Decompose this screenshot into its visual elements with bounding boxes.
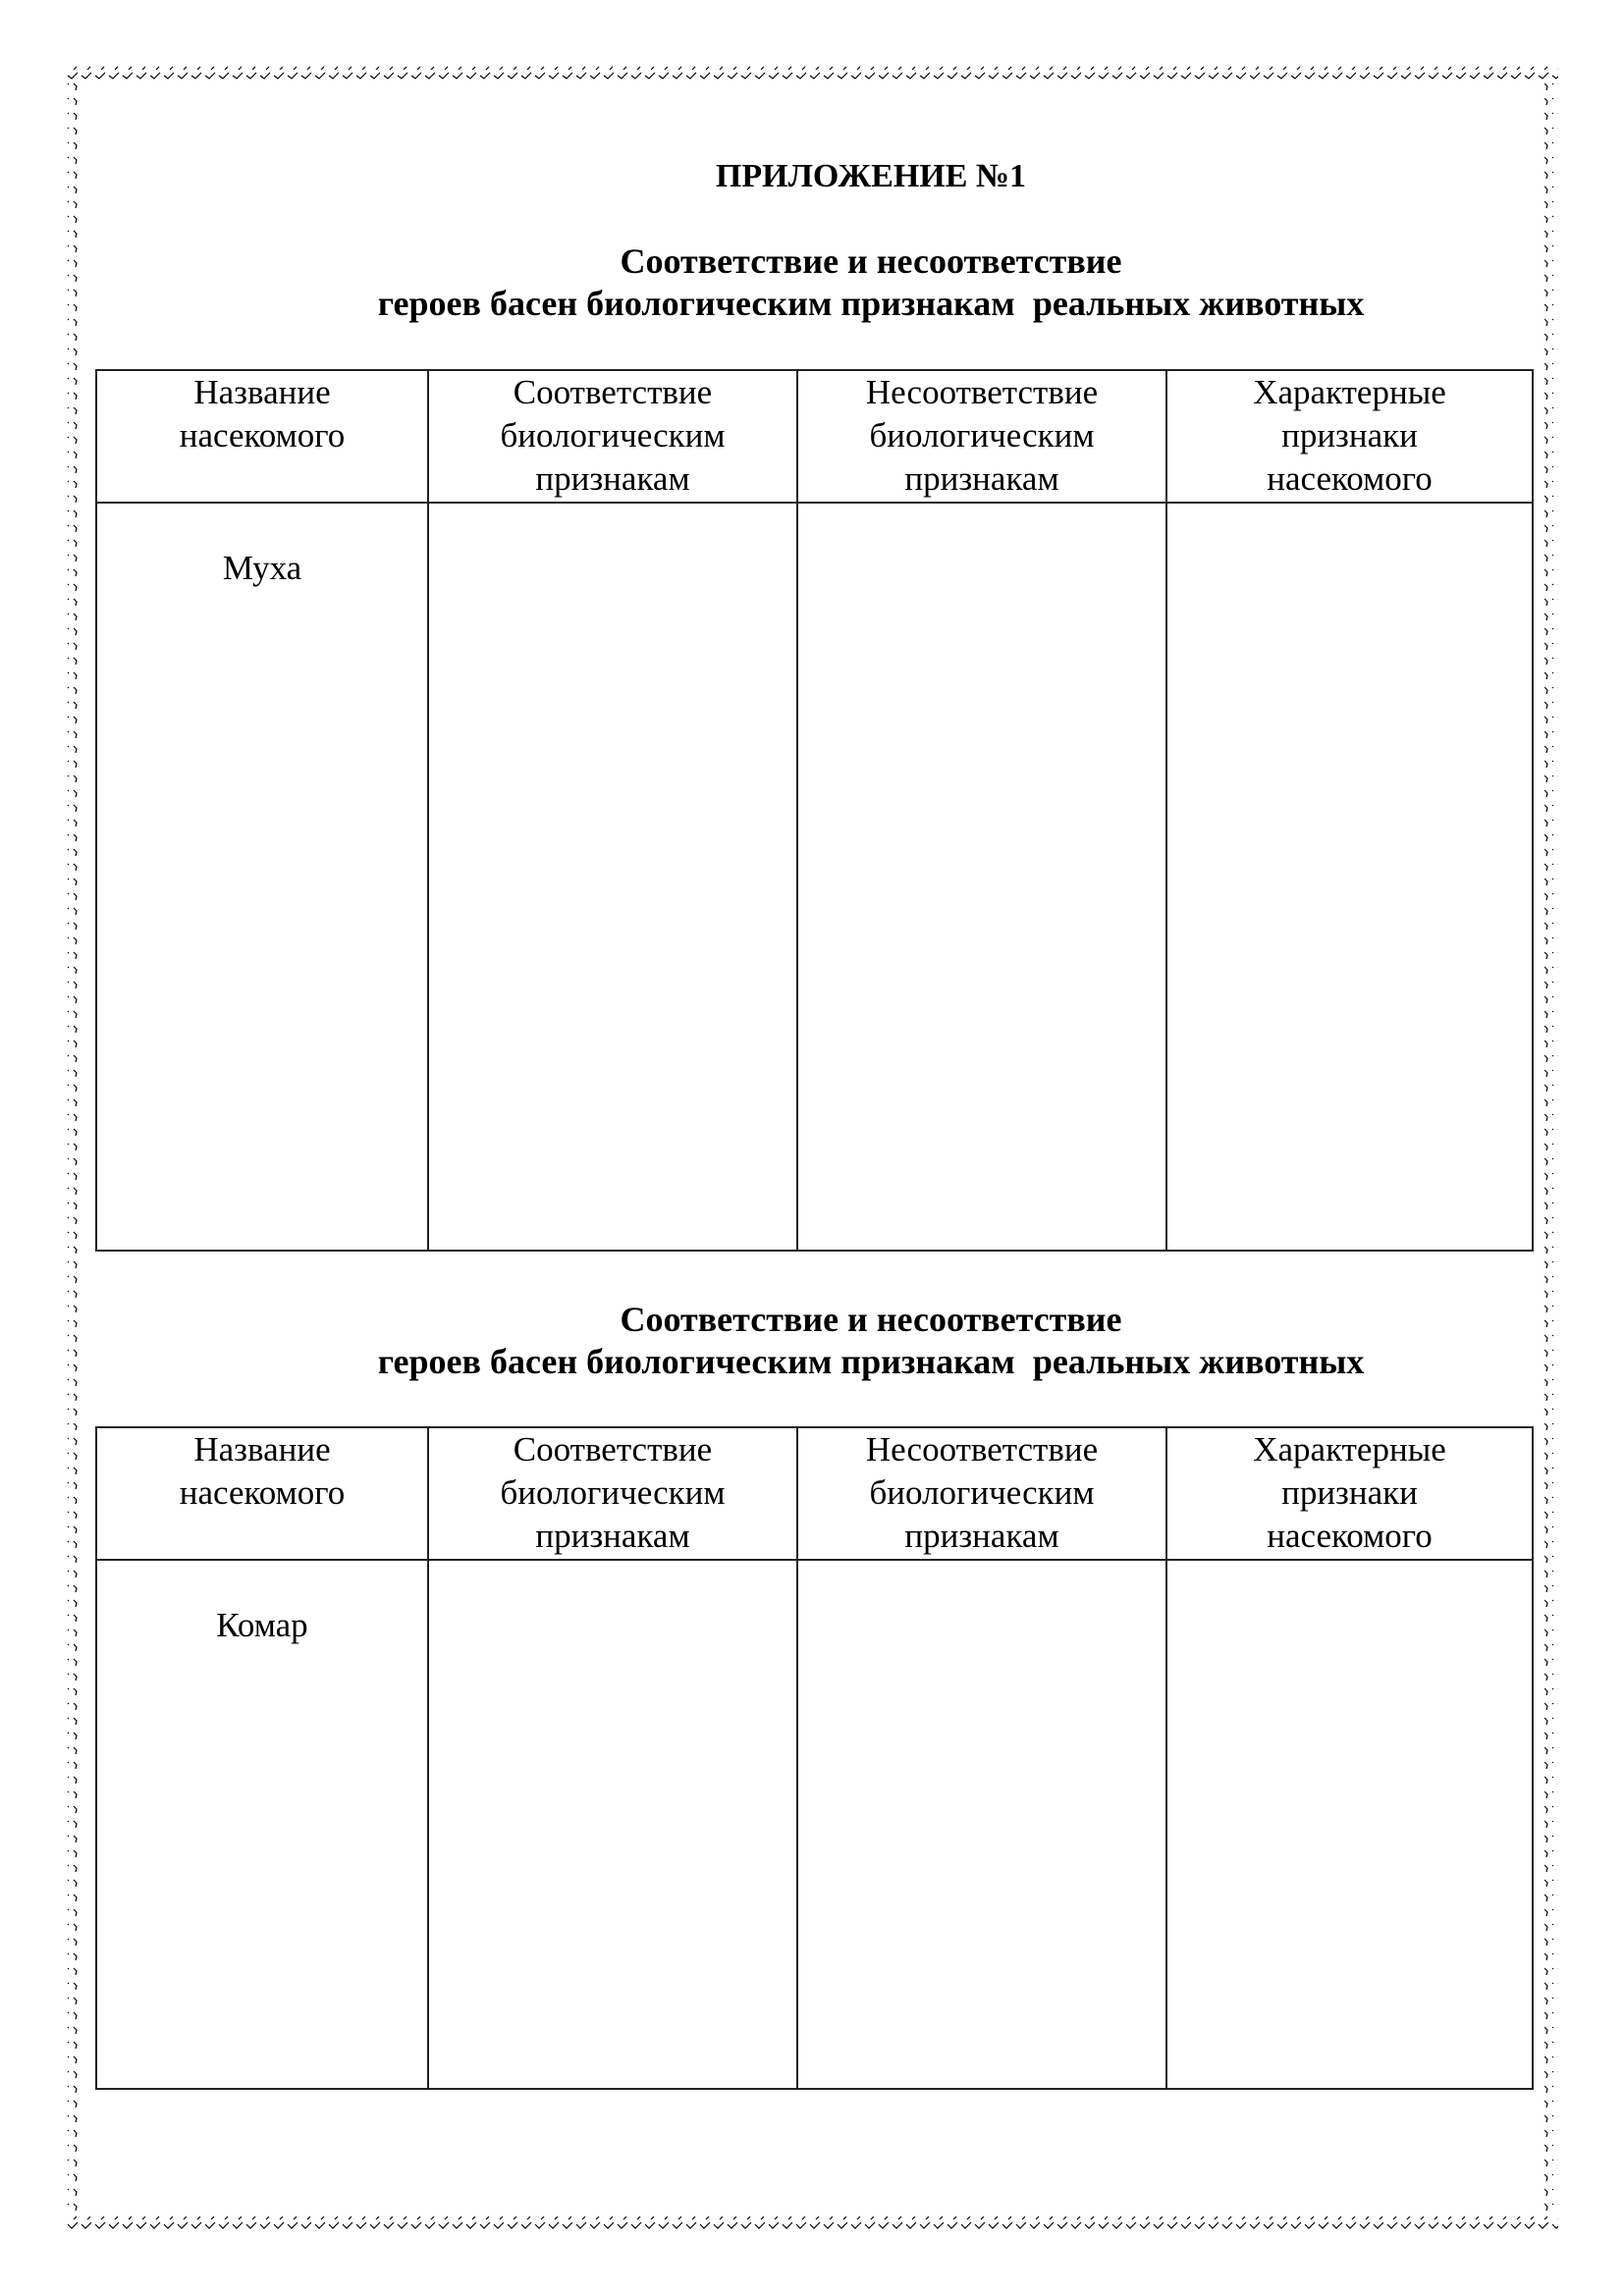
table-row <box>96 503 1533 1251</box>
header-text-line: насекомого <box>179 416 346 454</box>
cell-mismatch[interactable] <box>797 1560 1166 2089</box>
cell-insect-name <box>96 1560 428 2089</box>
header-mismatch <box>797 370 1166 503</box>
header-text-line: признаки <box>1281 1473 1418 1512</box>
cell-match[interactable] <box>428 1560 797 2089</box>
header-text-line: насекомого <box>1267 459 1433 498</box>
section-2-heading <box>118 1299 1624 1383</box>
header-match <box>428 370 797 503</box>
header-text-line: биологическим <box>500 1473 726 1512</box>
appendix-title: ПРИЛОЖЕНИЕ №1 <box>715 158 1027 194</box>
table-header-row <box>96 370 1533 503</box>
header-text-line: Несоответствие <box>865 373 1099 411</box>
cell-traits[interactable] <box>1166 503 1533 1251</box>
header-mismatch <box>797 1427 1166 1560</box>
header-traits <box>1166 1427 1533 1560</box>
header-text-line: биологическим <box>500 416 726 454</box>
table-header-row <box>96 1427 1533 1560</box>
section-2-heading-line-1: Соответствие и несоответствие <box>620 1300 1122 1339</box>
header-text-line: Название <box>193 1430 331 1468</box>
cell-traits[interactable] <box>1166 1560 1533 2089</box>
header-text-line: признакам <box>904 1517 1059 1555</box>
header-traits <box>1166 370 1533 503</box>
header-text-line: биологическим <box>869 416 1095 454</box>
header-match <box>428 1427 797 1560</box>
header-insect-name <box>96 370 428 503</box>
section-1-heading-line-1: Соответствие и несоответствие <box>620 241 1122 281</box>
cell-mismatch[interactable] <box>797 503 1166 1251</box>
header-text-line: признакам <box>535 1517 690 1555</box>
header-insect-name <box>96 1427 428 1560</box>
header-text-line: признаки <box>1281 416 1418 454</box>
mosquito-comparison-table <box>95 1426 1534 2090</box>
header-text-line: Характерные <box>1253 373 1446 411</box>
header-text-line: насекомого <box>1267 1517 1433 1555</box>
section-1-heading-line-2: героев басен биологическим признакам реальных животных <box>377 284 1365 323</box>
insect-name: Муха <box>222 549 302 587</box>
header-text-line: Соответствие <box>513 1430 713 1468</box>
section-2-heading-line-2: героев басен биологическим признакам реальных животных <box>377 1342 1365 1381</box>
fly-comparison-table <box>95 369 1534 1252</box>
header-text-line: Характерные <box>1253 1430 1446 1468</box>
header-text-line: Название <box>193 373 331 411</box>
section-1-heading <box>118 240 1624 325</box>
cell-match[interactable] <box>428 503 797 1251</box>
header-text-line: биологическим <box>869 1473 1095 1512</box>
header-text-line: признакам <box>535 459 690 498</box>
cell-insect-name <box>96 503 428 1251</box>
table-row <box>96 1560 1533 2089</box>
header-text-line: признакам <box>904 459 1059 498</box>
insect-name: Комар <box>216 1606 308 1644</box>
header-text-line: Несоответствие <box>865 1430 1099 1468</box>
header-text-line: Соответствие <box>513 373 713 411</box>
header-text-line: насекомого <box>179 1473 346 1512</box>
